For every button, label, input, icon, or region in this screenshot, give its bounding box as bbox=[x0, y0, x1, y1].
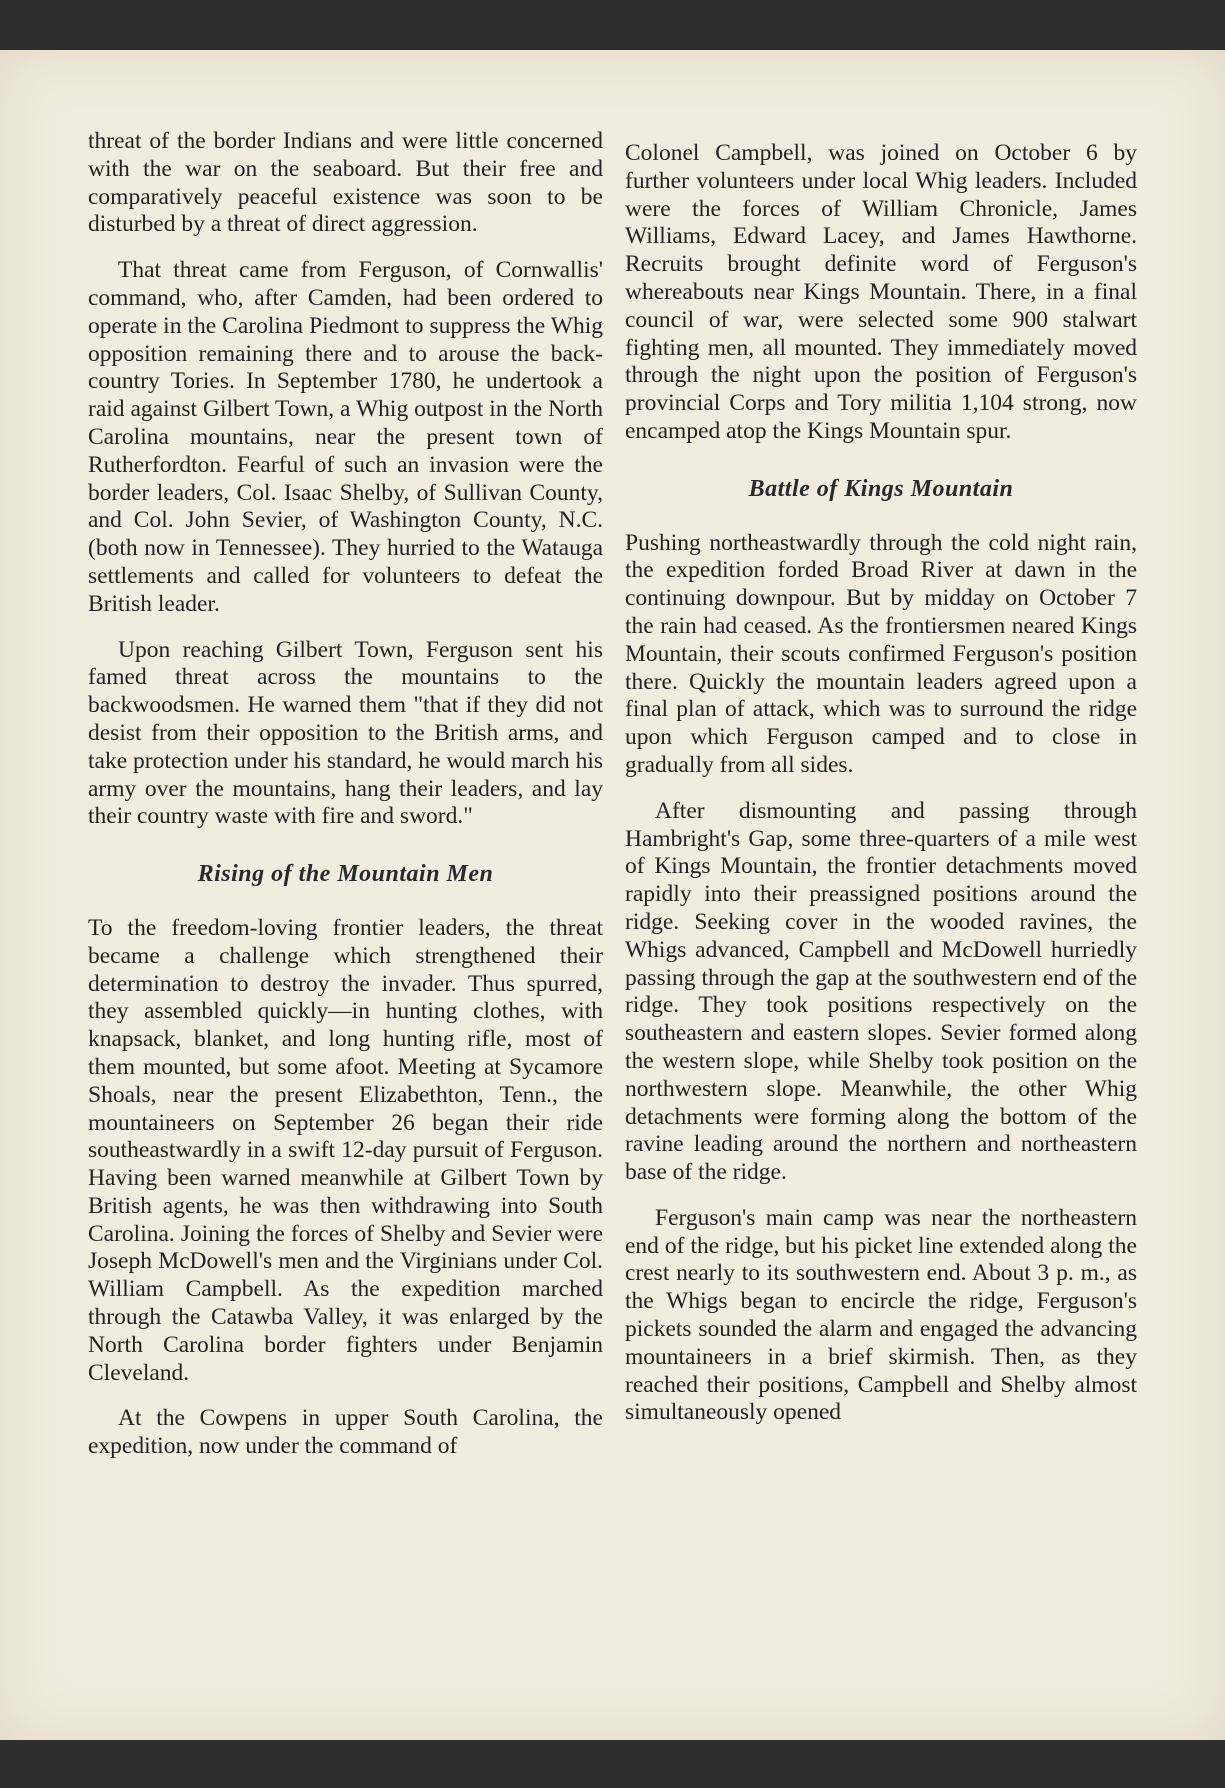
paragraph: After dismounting and passing through Hambright's Gap, some three-quarters of a mile west of Kings Mountain, the frontier detachments moved rapidly into their preassigned positions around the ridge. Seeking cover in the wooded ravines, the Whigs advanced, Campbell and McDowell hurriedly passing through the gap at the southwestern end of the ridge. They took positions respectively on the southeastern and eastern slopes. Sevier formed along the western slope, while Shelby took position on the northwestern slope. Meanwhile, the other Whig detachments were forming along the bottom of the ravine leading around the northern and northeastern base of the ridge. bbox=[625, 797, 1137, 1186]
paragraph: Colonel Campbell, was joined on October 6 by further volunteers under local Whig leaders. Included were the forces of William Chronicle, James Williams, Edward Lacey, and James Hawthorne. Recruits brought definite word of Ferguson's whereabouts near Kings Mountain. There, in a final council of war, were selected some 900 stalwart fighting men, all mounted. They immediately moved through the night upon the position of Ferguson's provincial Corps and Tory militia 1,104 strong, now encamped atop the Kings Mountain spur. bbox=[625, 140, 1137, 444]
scan-border-top bbox=[0, 0, 1225, 50]
paragraph: Ferguson's main camp was near the northeastern end of the ridge, but his picket line extended along the crest nearly to its southwestern end. About 3 p. m., as the Whigs began to encircle the ridge, Ferguson's pickets sounded the alarm and engaged the advancing mountaineers in a brief skirmish. Then, as they reached their positions, Campbell and Shelby almost simultaneously opened bbox=[625, 1204, 1137, 1426]
section-heading: Battle of Kings Mountain bbox=[748, 475, 1014, 502]
document-page bbox=[0, 50, 1225, 1740]
left-column bbox=[88, 128, 603, 1479]
paragraph: threat of the border Indians and were little concerned with the war on the seaboard. But their free and comparatively peaceful existence was soon to be disturbed by a threat of direct aggression. bbox=[88, 128, 603, 238]
paragraph: To the freedom-loving frontier leaders, the threat became a challenge which strengthened their determination to destroy the invader. Thus spurred, they assembled quickly—in hunting clothes, with knapsack, blanket, and long hunting rifle, most of them mounted, but some afoot. Meeting at Sycamore Shoals, near the present Elizabethton, Tenn., the mountaineers on September 26 began their ride southeastwardly in a swift 12-day pursuit of Ferguson. Having been warned meanwhile at Gilbert Town by British agents, he was then withdrawing into South Carolina. Joining the forces of Shelby and Sevier were Joseph McDowell's men and the Virginians under Col. William Campbell. As the expedition marched through the Catawba Valley, it was enlarged by the North Carolina border fighters under Benjamin Cleveland. bbox=[88, 914, 603, 1386]
paragraph: Pushing northeastwardly through the cold night rain, the expedition forded Broad River at dawn in the continuing downpour. But by midday on October 7 the rain had ceased. As the frontiersmen neared Kings Mountain, their scouts confirmed Ferguson's position there. Quickly the mountain leaders agreed upon a final plan of attack, which was to surround the ridge upon which Ferguson camped and to close in gradually from all sides. bbox=[625, 529, 1137, 778]
scan-border-bottom bbox=[0, 1740, 1225, 1788]
paragraph: That threat came from Ferguson, of Cornwallis' command, who, after Camden, had been ordered to operate in the Carolina Piedmont to suppress the Whig opposition remaining there and to arouse the back-country Tories. In September 1780, he undertook a raid against Gilbert Town, a Whig outpost in the North Carolina mountains, near the present town of Rutherfordton. Fearful of such an invasion were the border leaders, Col. Isaac Shelby, of Sullivan County, and Col. John Sevier, of Washington County, N.C. (both now in Tennessee). They hurried to the Watauga settlements and called for volunteers to defeat the British leader. bbox=[88, 257, 603, 617]
paragraph: Upon reaching Gilbert Town, Ferguson sent his famed threat across the mountains to the backwoodsmen. He warned them "that if they did not desist from their opposition to the British arms, and take protection under his standard, he would march his army over the mountains, hang their leaders, and lay their country waste with fire and sword." bbox=[88, 636, 603, 830]
paragraph: At the Cowpens in upper South Carolina, the expedition, now under the command of bbox=[88, 1405, 603, 1460]
section-heading: Rising of the Mountain Men bbox=[197, 861, 494, 888]
right-column bbox=[625, 140, 1137, 1445]
